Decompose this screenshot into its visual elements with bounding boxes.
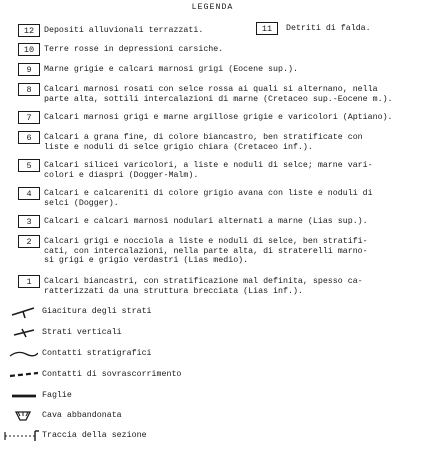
symbol-label: Giacitura degli strati [42, 307, 152, 316]
unit-description: Calcari silicei varicolori, a liste e noduli di selce; marne vari- colori e diaspri (Dogger-Malm). [44, 161, 373, 180]
legend-title: LEGENDA [191, 3, 234, 12]
section-trace-icon [2, 429, 40, 443]
unit-box: 4 [18, 187, 40, 200]
unit-description: Calcari marnosi grigi e marne argillose grigie e varicolori (Aptiano). [44, 113, 393, 122]
unit-description: Calcari a grana fine, di colore biancastro, ben stratificate con liste e noduli di selce grigio chiara (Cretaceo inf.). [44, 133, 363, 152]
stratigraphic-contact-icon [8, 347, 38, 361]
unit-box: 8 [18, 83, 40, 96]
unit-box: 6 [18, 131, 40, 144]
unit-description: Calcari e calcareniti di colore grigio avana con liste e noduli di selci (Dogger). [44, 189, 373, 208]
unit-box: 9 [18, 63, 40, 76]
unit-box: 5 [18, 159, 40, 172]
unit-description: Detriti di falda. [286, 24, 371, 33]
unit-description: Calcari grigi e nocciola a liste e noduli di selce, ben stratifi- cati, con intercalazioni, nella parte alta, di straterelli marno- si grigi e grigio verdastri (Lias medio). [44, 237, 368, 266]
symbol-label: Cava abbandonata [42, 411, 122, 420]
quarry-icon [8, 409, 38, 423]
unit-description: Calcari biancastri, con stratificazione mal definita, spesso ca- ratterizzati da una struttura brecciata (Lias inf.). [44, 277, 363, 296]
overthrust-contact-icon [8, 368, 38, 382]
strike-dip-icon [8, 305, 38, 319]
symbol-label: Contatti stratigrafici [42, 349, 152, 358]
vertical-strata-icon [8, 326, 38, 340]
unit-box: 10 [18, 43, 40, 56]
unit-box: 1 [18, 275, 40, 288]
unit-description: Calcari e calcari marnosi nodulari alternati a marne (Lias sup.). [44, 217, 368, 226]
unit-description: Depositi alluvionali terrazzati. [44, 26, 204, 35]
symbol-label: Strati verticali [42, 328, 122, 337]
unit-box: 11 [256, 22, 278, 35]
fault-icon [8, 389, 38, 403]
symbol-label: Faglie [42, 391, 72, 400]
unit-description: Calcari marnosi rosati con selce rossa ai quali si alternano, nella parte alta, sottili intercalazioni di marne (Cretaceo sup.-Eocene m.). [44, 85, 393, 104]
unit-box: 7 [18, 111, 40, 124]
symbol-label: Contatti di sovrascorrimento [42, 370, 182, 379]
unit-description: Marne grigie e calcari marnosi grigi (Eocene sup.). [44, 65, 298, 74]
unit-description: Terre rosse in depressioni carsiche. [44, 45, 224, 54]
unit-box: 12 [18, 24, 40, 37]
unit-box: 3 [18, 215, 40, 228]
symbol-label: Traccia della sezione [42, 431, 147, 440]
unit-box: 2 [18, 235, 40, 248]
